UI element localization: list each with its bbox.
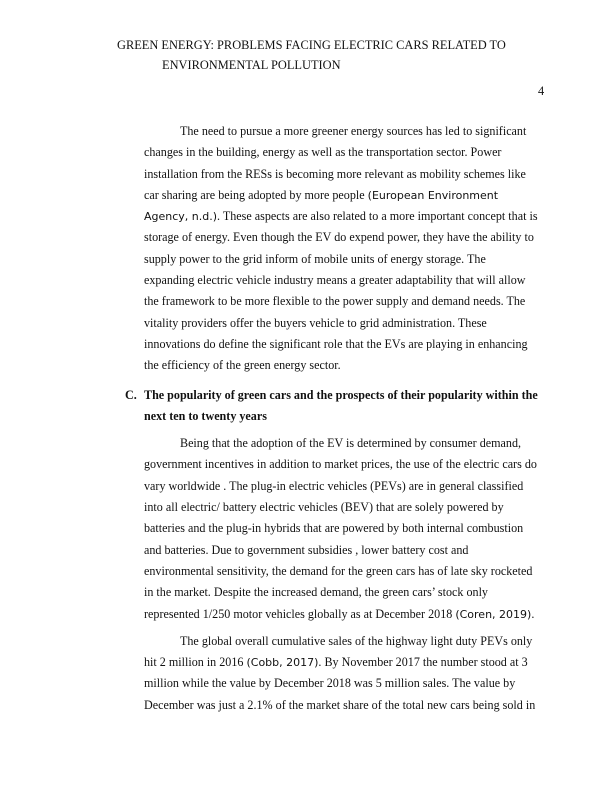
header-title-line-2: ENVIRONMENTAL POLLUTION (162, 58, 341, 72)
paragraph-text: . These aspects are also related to a more important concept that is storage of energy. Even though the EV do expend power, they have the ability to supply power to the grid inform of mobile units of energy storage. The expanding electric vehicle industry means a greater adaptability that will allow the framework to be more flexible to the power supply and demand needs. The vitality providers offer the buyers vehicle to grid administration. These innovations do define the significant role that the EVs are playing in enhancing the efficiency of the green energy sector. (144, 209, 538, 373)
paragraph-ev-adoption (144, 433, 539, 625)
paragraph-text: Being that the adoption of the EV is determined by consumer demand, government incentives in addition to market prices, the use of the electric cars do vary worldwide . The plug-in electric vehicles (PEVs) are in general classified into all electric/ battery electric vehicles (BEV) that are solely powered by batteries and the plug-in hybrids that are powered by both internal combustion and batteries. Due to government subsidies , lower battery cost and environmental sensitivity, the demand for the green cars has of late sky rocketed in the market. Despite the increased demand, the green cars’ stock only represented 1/250 motor vehicles globally as at December 2018 (144, 436, 537, 621)
citation-coren: (Coren, 2019) (455, 607, 532, 621)
paragraph-energy-storage (144, 121, 539, 377)
section-letter: C. (125, 387, 137, 402)
section-title: The popularity of green cars and the prospects of their popularity within the next ten to twenty years (144, 387, 538, 423)
paragraph-text: The need to pursue a more greener energy sources has led to significant changes in the building, energy as well as the transportation sector. Power installation from the RESs is becoming more relevant as mobility schemes like car sharing are being adopted by more people (144, 124, 527, 202)
header-title-line-1: GREEN ENERGY: PROBLEMS FACING ELECTRIC CARS RELATED TO (117, 38, 506, 52)
citation-eea: (European Environment Agency, n.d.) (144, 188, 499, 224)
paragraph-pev-sales (144, 631, 539, 716)
paragraph-text: . (531, 606, 535, 621)
section-heading-c (125, 385, 539, 428)
citation-cobb: (Cobb, 2017) (246, 656, 319, 670)
paragraph-text: The global overall cumulative sales of the highway light duty PEVs only hit 2 million in 2016 (144, 633, 533, 670)
page-number: 4 (538, 84, 545, 98)
document-body (125, 121, 539, 716)
paragraph-text: . By November 2017 the number stood at 3 million while the value by December 2018 was 5 million sales. The value by December was just a 2.1% of the market share of the total new cars being sold in (144, 655, 536, 712)
